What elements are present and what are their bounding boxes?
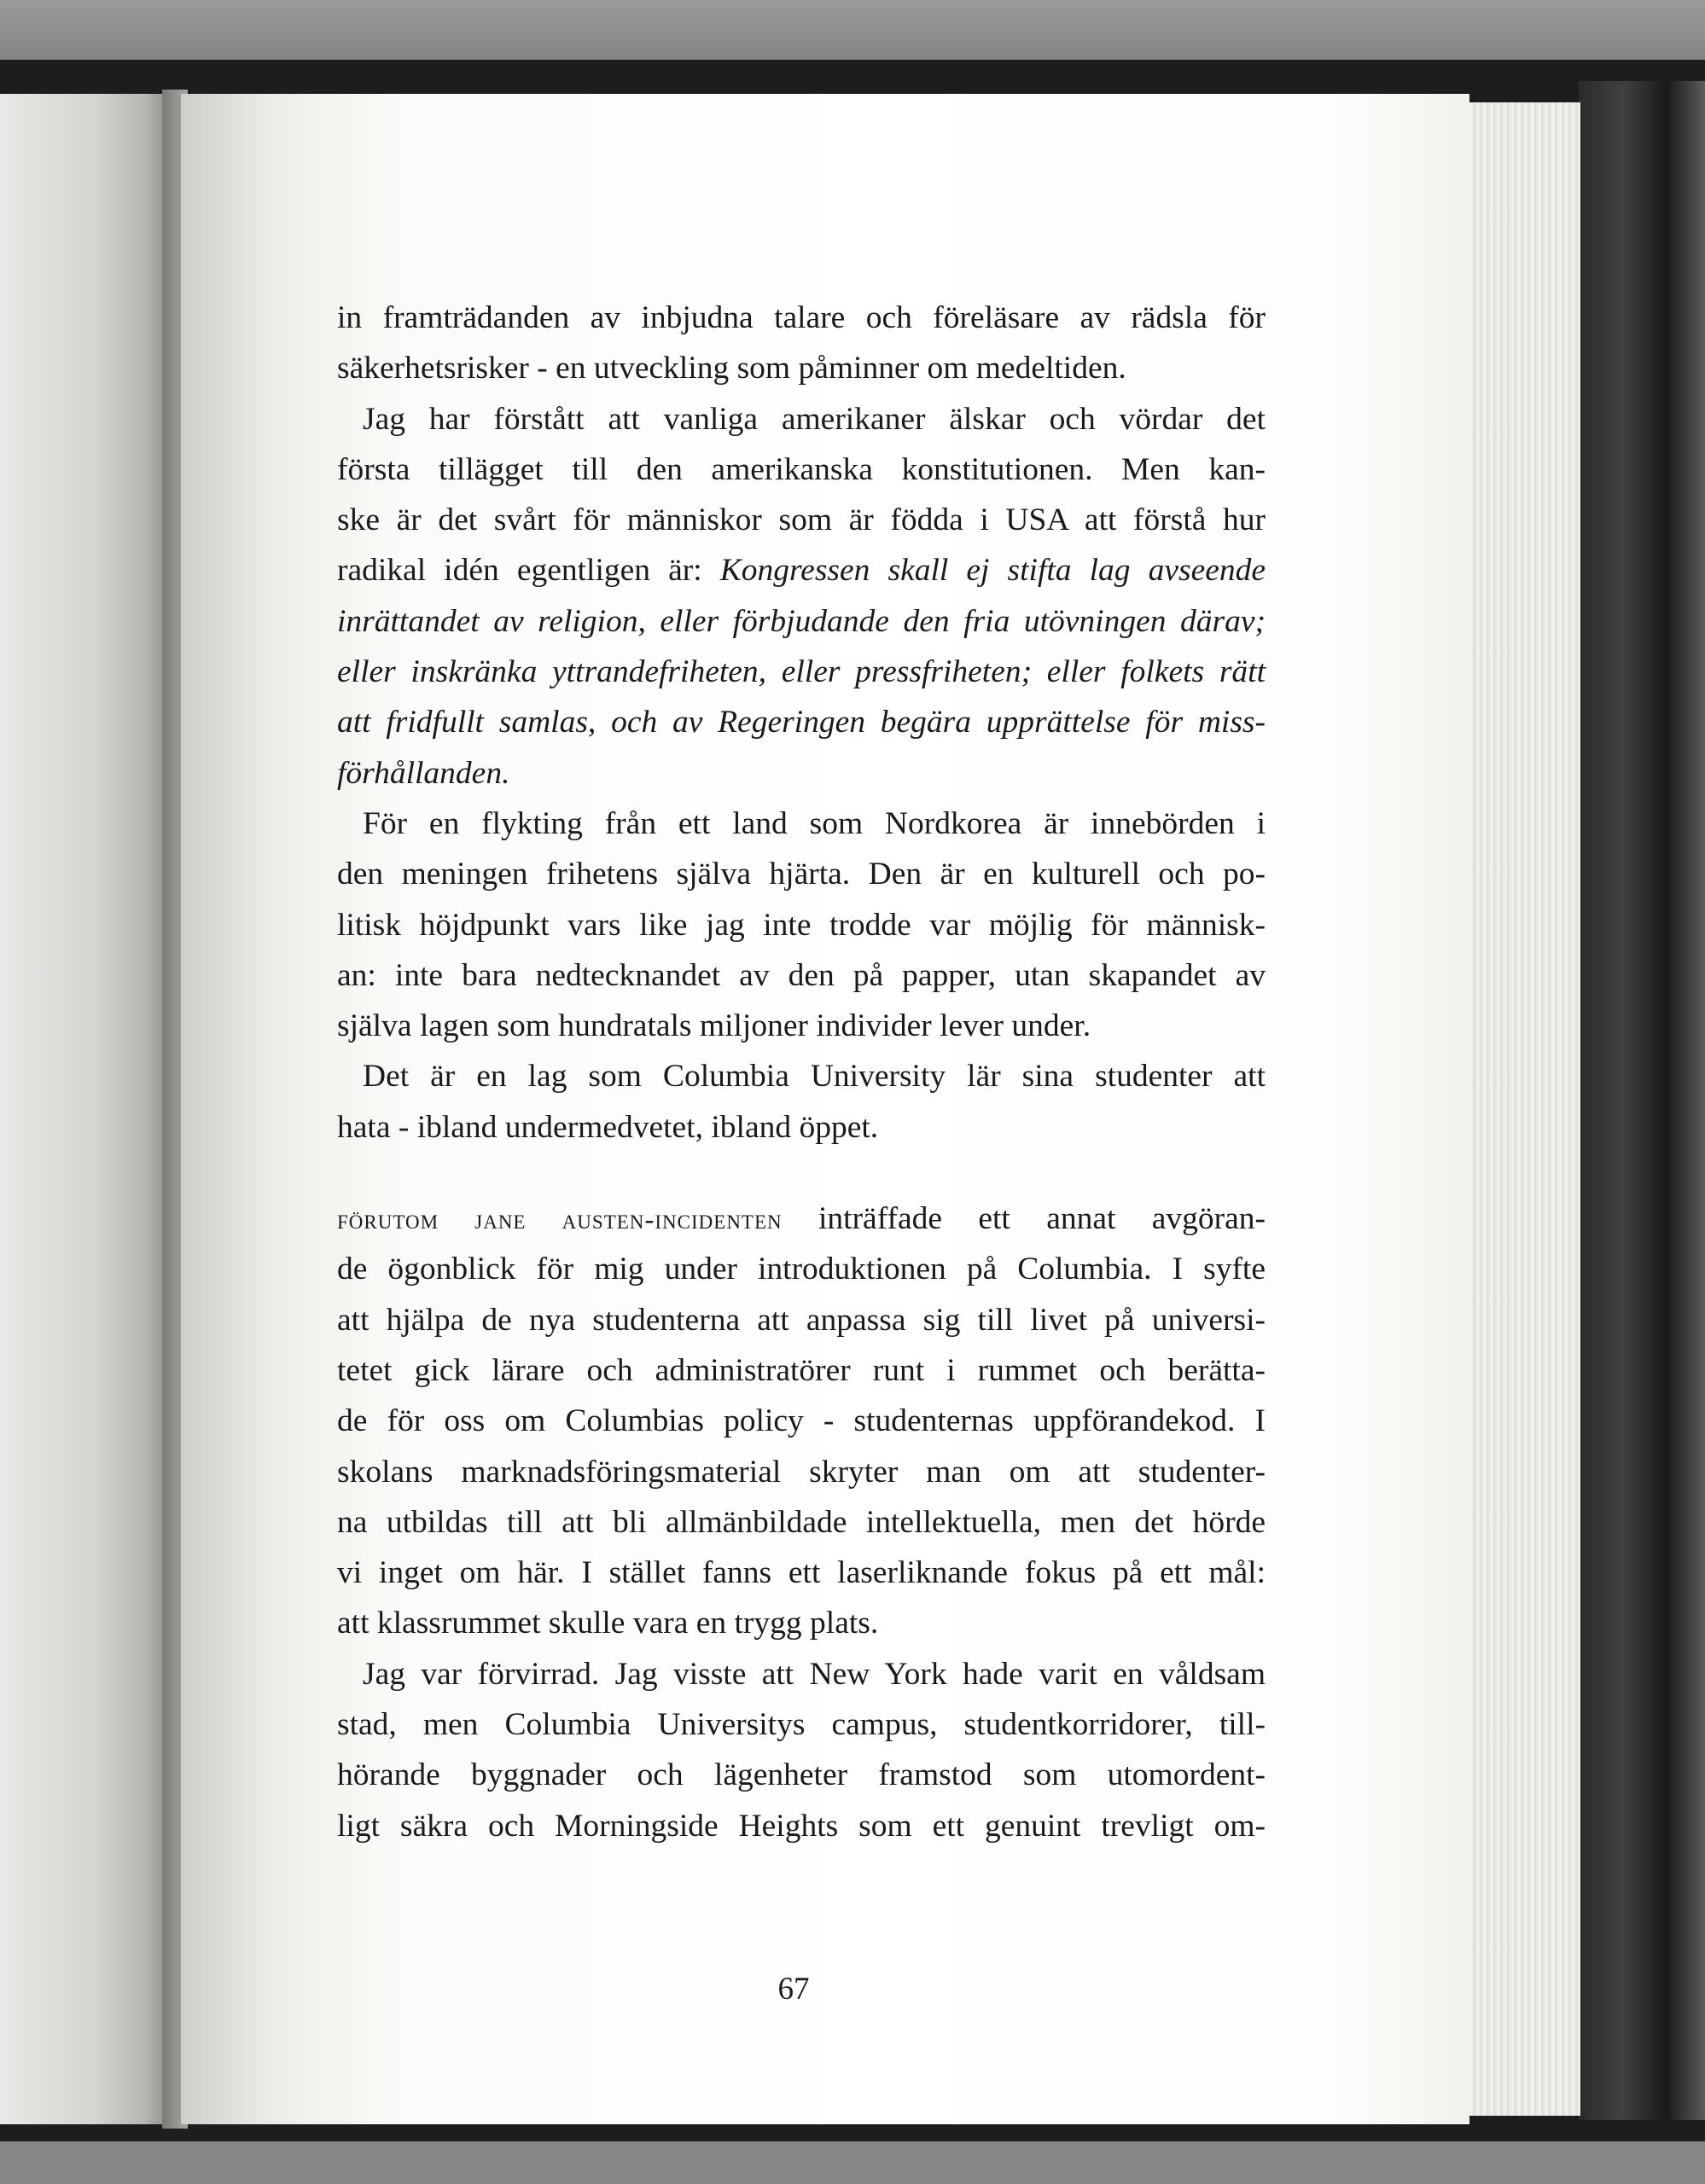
section-break <box>337 1153 1266 1194</box>
text-line: att klassrummet skulle vara en trygg plats. <box>337 1606 879 1641</box>
text-line: stad, men Columbia Universitys campus, studentkorridorer, till- <box>337 1707 1266 1743</box>
text-line: litisk höjdpunkt vars like jag inte trodde var möjlig för människ- <box>337 907 1266 943</box>
text-line-mixed <box>337 1194 1266 1244</box>
text-line: na utbildas till att bli allmänbildade intellektuella, men det hörde <box>337 1504 1266 1540</box>
text-line: ske är det svårt för människor som är födda i USA att förstå hur <box>337 502 1266 538</box>
text-line: in framträdanden av inbjudna talare och föreläsare av rädsla för <box>337 300 1266 335</box>
text-line-mixed <box>337 545 1266 595</box>
page-edges <box>1469 102 1580 2116</box>
text-line: första tillägget till den amerikanska konstitutionen. Men kan- <box>337 451 1266 487</box>
text-line: de ögonblick för mig under introduktionen på Columbia. I syfte <box>337 1252 1266 1287</box>
section-opening-smallcaps: förutom jane austen-incidenten <box>337 1205 783 1236</box>
text-line: själva lagen som hundratals miljoner individer lever under. <box>337 1008 1091 1044</box>
text-line: ligt säkra och Morningside Heights som ett genuint trevligt om- <box>337 1808 1266 1844</box>
page-number: 67 <box>777 1972 810 2007</box>
text-segment: inträffade ett annat avgöran- <box>818 1201 1266 1237</box>
quoted-amendment-text: Kongressen skall ej stifta lag avseende <box>719 553 1266 589</box>
scan-background-bottom <box>0 2141 1705 2184</box>
text-line: de för oss om Columbias policy - studenternas uppförandekod. I <box>337 1403 1266 1439</box>
text-line: att hjälpa de nya studenterna att anpassa sig till livet på universi- <box>337 1302 1266 1338</box>
text-line: skolans marknadsföringsmaterial skryter man om att studenter- <box>337 1454 1266 1490</box>
text-line: tetet gick lärare och administratörer runt i rummet och berätta- <box>337 1352 1266 1388</box>
text-line: hata - ibland undermedvetet, ibland öppet. <box>337 1109 879 1145</box>
text-line: För en flykting från ett land som Nordkorea är innebörden i <box>363 805 1266 841</box>
text-line: Det är en lag som Columbia University lär sina studenter att <box>363 1059 1266 1095</box>
text-line: Jag var förvirrad. Jag visste att New York hade varit en våldsam <box>363 1656 1266 1692</box>
quoted-amendment-line: inrättandet av religion, eller förbjudande den fria utövningen därav; <box>337 603 1266 639</box>
text-line: vi inget om här. I stället fanns ett laserliknande fokus på ett mål: <box>337 1555 1266 1591</box>
quoted-amendment-line: förhållanden. <box>337 755 510 791</box>
quoted-amendment-line: att fridfullt samlas, och av Regeringen begära upprättelse för miss- <box>337 705 1266 741</box>
page-body-text <box>337 293 1266 1851</box>
quoted-amendment-line: eller inskränka yttrandefriheten, eller pressfriheten; eller folkets rätt <box>337 654 1266 690</box>
text-line: an: inte bara nedtecknandet av den på papper, utan skapandet av <box>337 957 1266 993</box>
text-line: den meningen frihetens själva hjärta. Den är en kulturell och po- <box>337 857 1266 892</box>
text-line: Jag har förstått att vanliga amerikaner älskar och vördar det <box>363 401 1266 437</box>
text-segment: radikal idén egentligen är: <box>337 553 702 589</box>
book-cover-edge <box>1579 81 1705 2120</box>
text-line: säkerhetsrisker - en utveckling som påminner om medeltiden. <box>337 351 1126 386</box>
text-line: hörande byggnader och lägenheter framstod som utomordent- <box>337 1757 1266 1793</box>
left-page-sliver <box>0 94 171 2124</box>
